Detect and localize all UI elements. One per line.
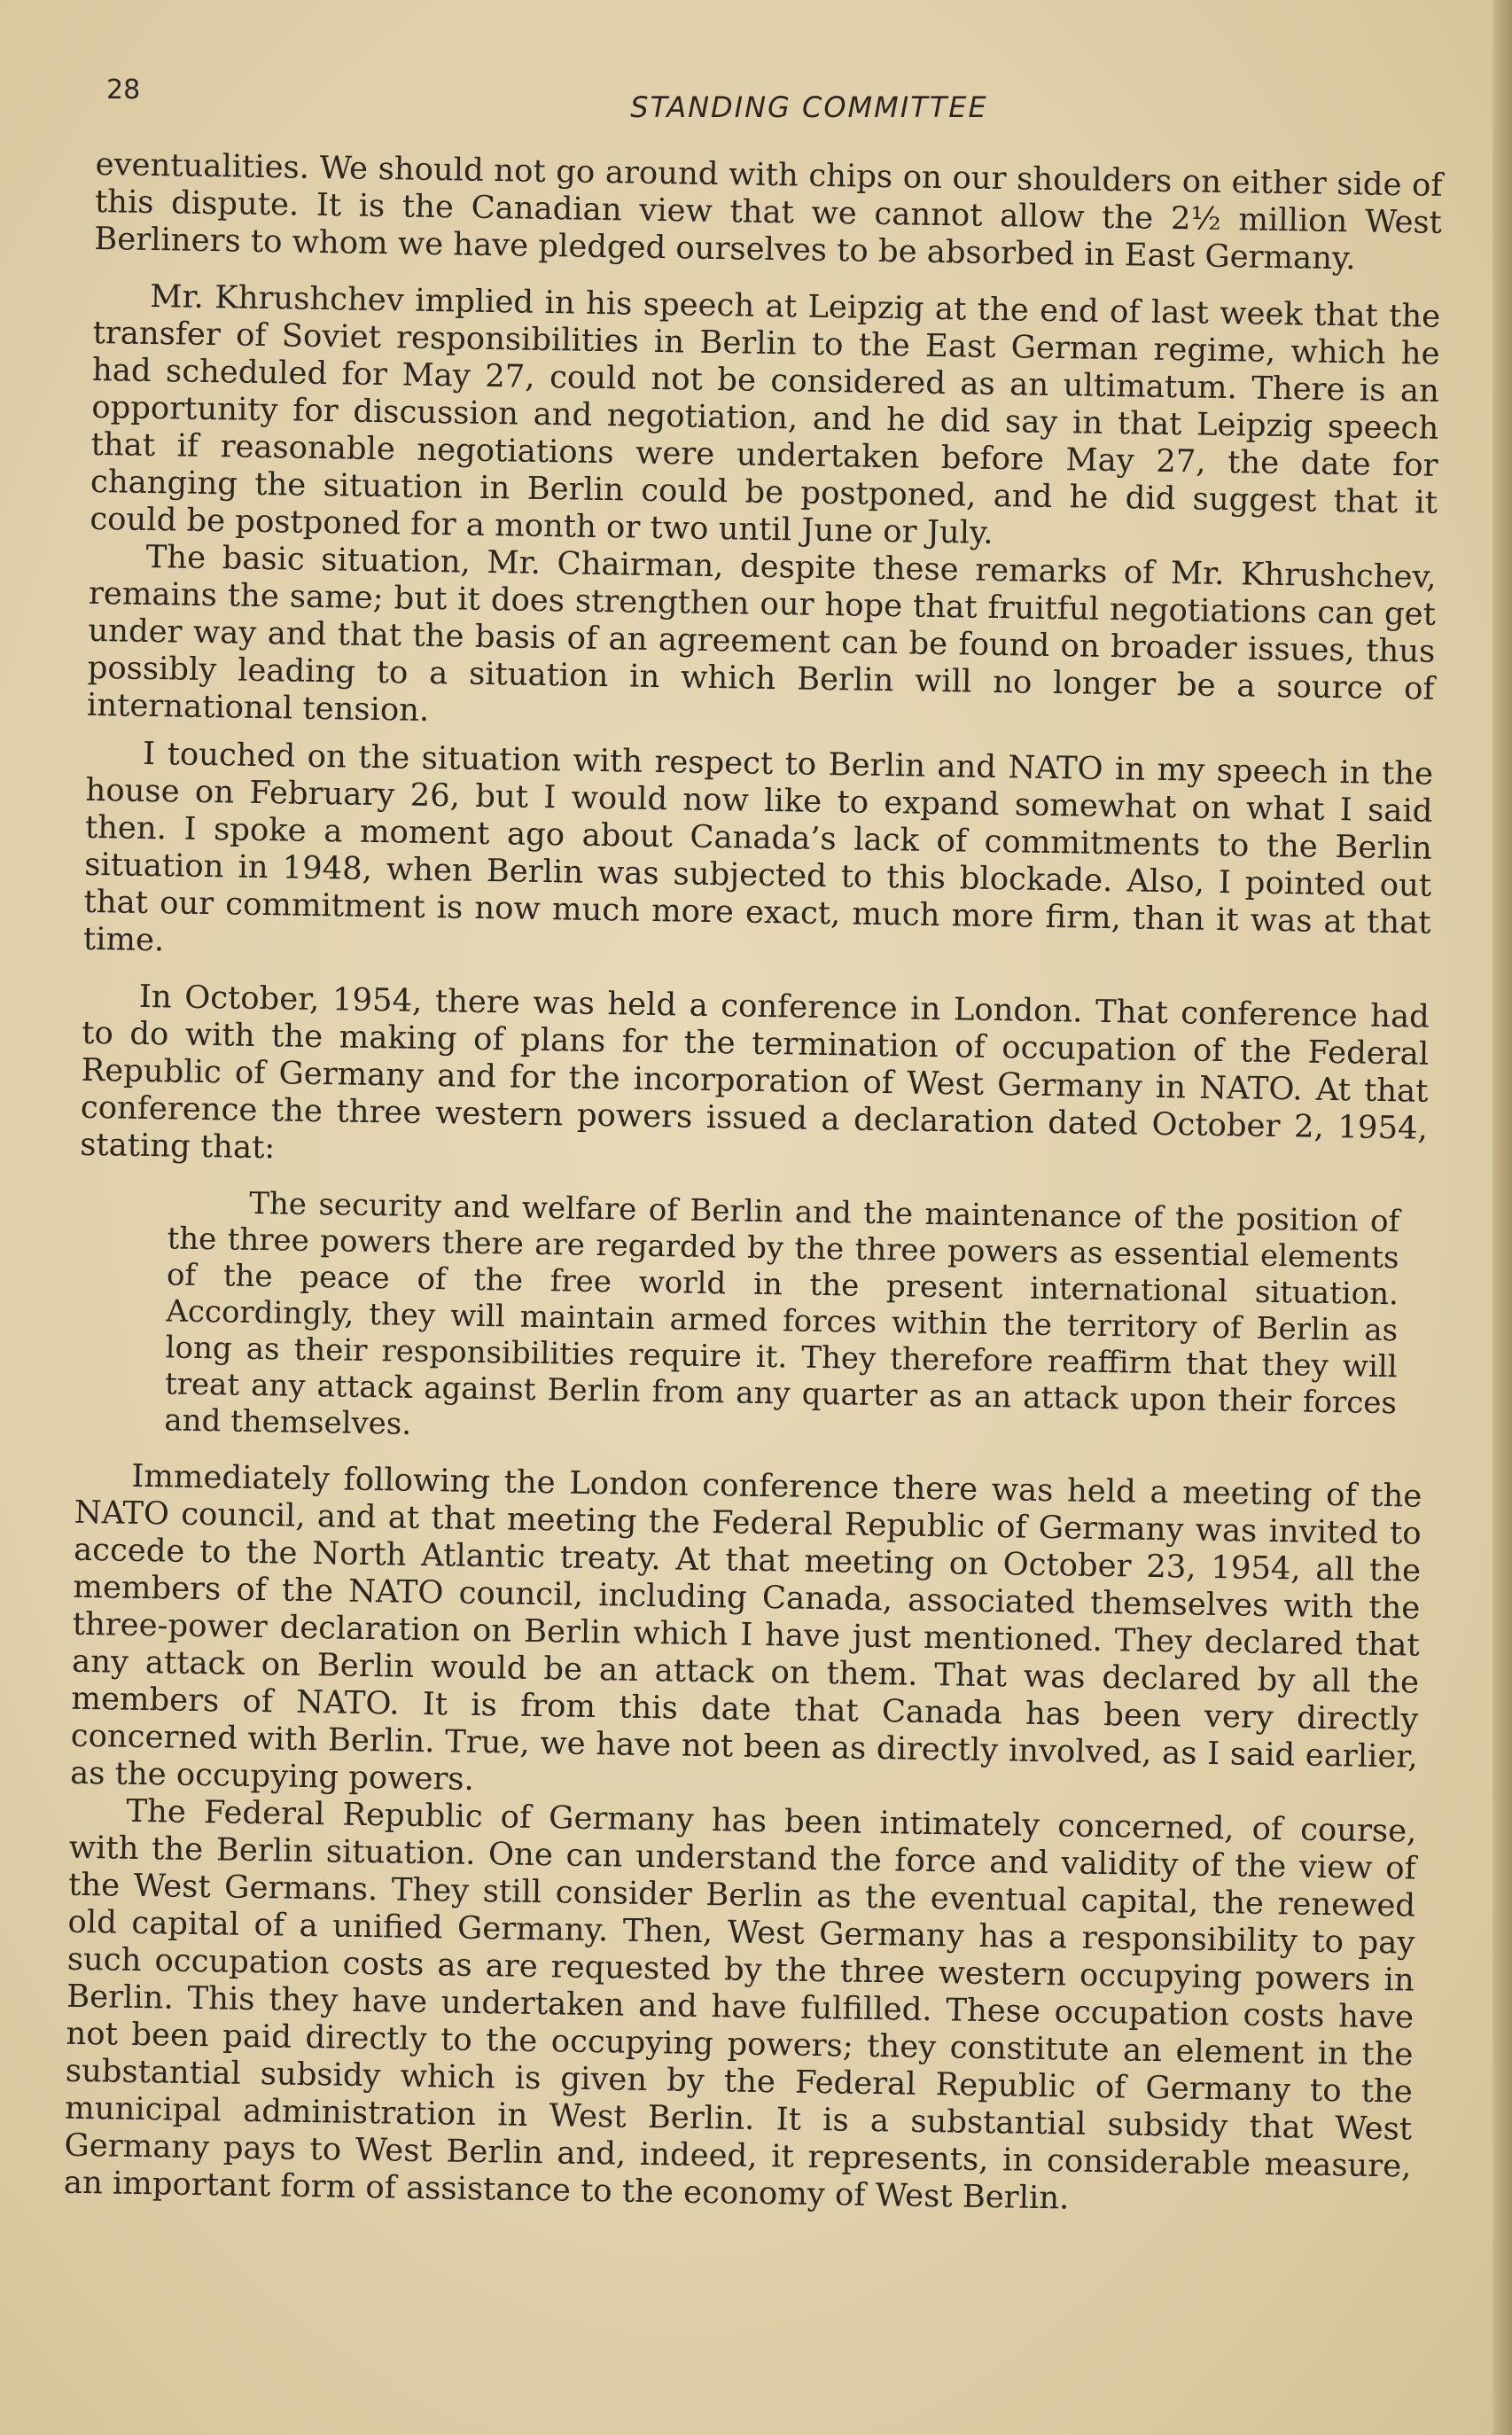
block-quote-declaration: The security and welfare of Berlin and the maintenance of the position of the three powers there are regarded by the three powers as essential elements of the peace of the free world in the present international situation. Accordingly, they will maintain armed forces within the territory of Berlin as long as their responsibilities require it. They therefore reaffirm that they will treat any attack against Berlin from any quarter as an attack upon their forces and themselves. [164, 1185, 1400, 1442]
page-edge-shadow [1493, 0, 1512, 2435]
running-head: STANDING COMMITTEE [630, 90, 988, 124]
paragraph-khrushchev-leipzig: Mr. Khrushchev implied in his speech at Leipzig at the end of last week that the transfer of Soviet responsibilities in Berlin to the East German regime, which he had scheduled for May 27, could not be considered as an ultimatum. There is an opportunity for discussion and negotiation, and he did say in that Leipzig speech that if reasonable negotiations were undertaken before May 27, the date for changing the situation in Berlin could be postponed, and he did suggest that it could be postponed for a month or two until June or July. [90, 277, 1441, 551]
paragraph-federal-republic: The Federal Republic of Germany has been intimately concerned, of course, with the Berlin situation. One can understand the force and validity of the view of the West Germans. They still consider Berlin as the eventual capital, the renewed old capital of a unified Germany. Then, West Germany has a responsibility to pay such occupation costs as are requested by the three western occupying powers in Berlin. This they have undertaken and have fulfilled. These occupation costs have not been paid directly to the occupying powers; they constitute an element in the substantial subsidy which is given by the Federal Republic of Germany to the municipal administration in West Berlin. It is a substantial subsidy that West Germany pays to West Berlin and, indeed, it represents, in considerable measure, an important form of assistance to the economy of West Berlin. [63, 1792, 1417, 2217]
page-number: 28 [106, 74, 141, 105]
paragraph-nato-council: Immediately following the London conference there was held a meeting of the NATO council, and at that meeting the Federal Republic of Germany was invited to accede to the North Atlantic treaty. At that meeting on October 23, 1954, all the members of the NATO council, including Canada, associated themselves with the three-power declaration on Berlin which I have just mentioned. They declared that any attack on Berlin would be an attack on them. That was declared by all the members of NATO. It is from this date that Canada has been very directly concerned with Berlin. True, we have not been as directly involved, as I said earlier, as the occupying powers. [69, 1457, 1422, 1798]
paragraph-london-conference: In October, 1954, there was held a conference in London. That conference had to do with the making of plans for the termination of occupation of the Federal Republic of Germany and for the incorporation of West Germany in NATO. At that conference the three western powers issued a declaration dated October 2, 1954, stating that: [79, 978, 1430, 1167]
paragraph-basic-situation: The basic situation, Mr. Chairman, despite these remarks of Mr. Khrushchev, remains the same; but it does strengthen our hope that fruitful negotiations can get under way and that the basis of an agreement can be found on broader issues, thus possibly leading to a situation in which Berlin will no longer be a source of international tension. [86, 538, 1437, 729]
body-text [64, 146, 1443, 2223]
paragraph-berlin-nato: I touched on the situation with respect to Berlin and NATO in my speech in the house on February 26, but I would now like to expand somewhat on what I said then. I spoke a moment ago about Canada’s lack of commitments to the Berlin situation in 1948, when Berlin was subjected to this blockade. Also, I pointed out that our commitment is now much more exact, much more firm, than it was at that time. [82, 735, 1434, 959]
paragraph-continuation: eventualities. We should not go around with chips on our shoulders on either side of this dispute. It is the Canadian view that we cannot allow the 2½ million West Berliners to whom we have pledged ourselves to be absorbed in East Germany. [94, 146, 1443, 277]
